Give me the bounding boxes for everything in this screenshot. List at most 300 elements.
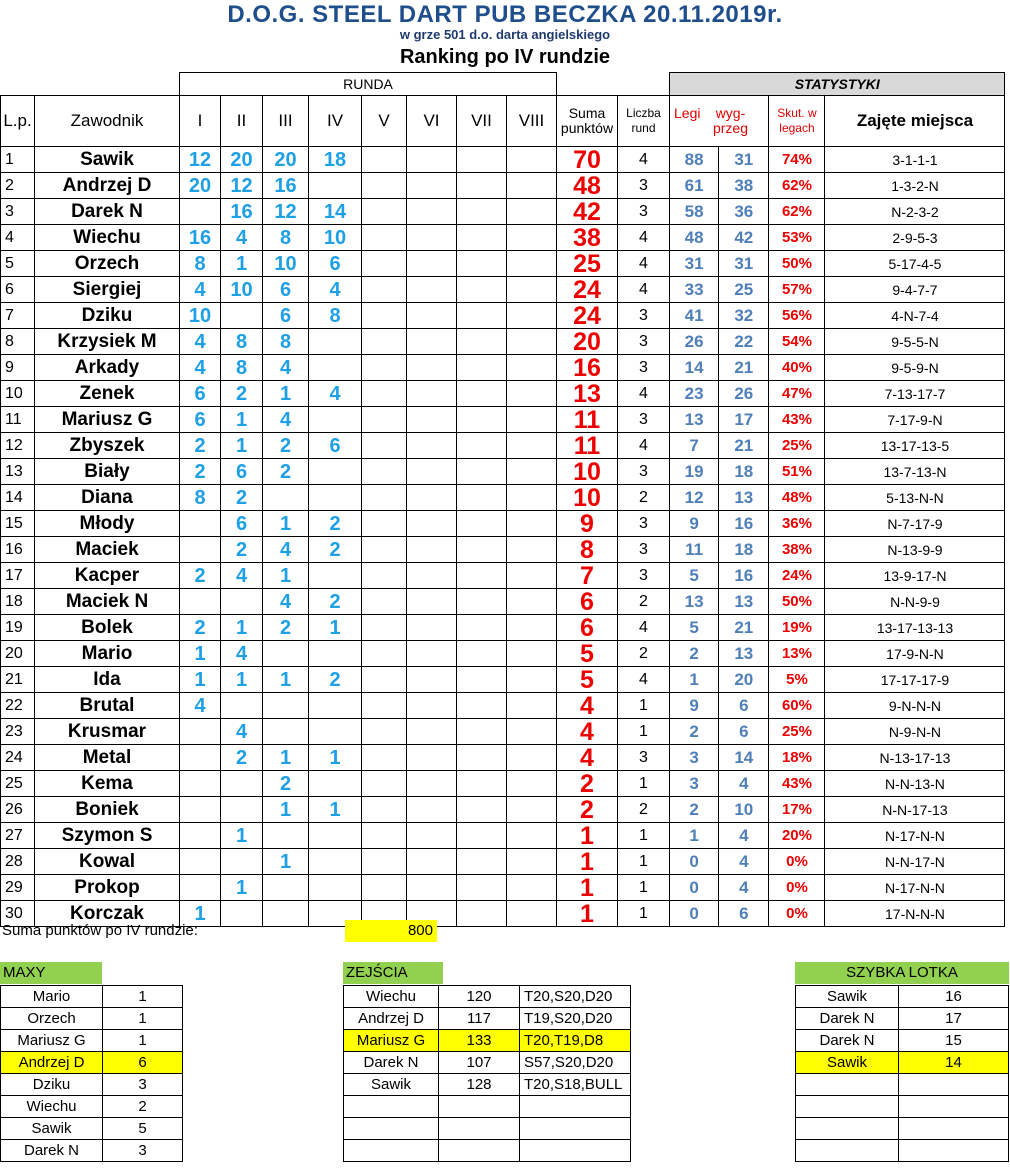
row-number: 1 [1, 147, 35, 173]
round-points [407, 303, 457, 329]
legs-won: 0 [670, 875, 719, 901]
round-points [457, 407, 507, 433]
round-points [507, 147, 557, 173]
zejscia-score: 133 [439, 1030, 520, 1052]
total-points: 5 [557, 641, 618, 667]
round-header: V [362, 96, 407, 147]
rounds-played: 1 [618, 693, 670, 719]
round-points: 1 [263, 745, 309, 771]
round-points: 6 [263, 303, 309, 329]
row-number: 10 [1, 381, 35, 407]
places-taken: 3-1-1-1 [825, 147, 1005, 173]
round-points [362, 823, 407, 849]
round-points [180, 589, 221, 615]
round-points [507, 589, 557, 615]
round-points: 2 [221, 745, 263, 771]
zejscia-row [344, 1052, 631, 1074]
zejscia-title: ZEJŚCIA [343, 962, 443, 984]
total-points: 1 [557, 875, 618, 901]
zawodnik-header: Zawodnik [35, 96, 180, 147]
szybka-darts: 15 [899, 1030, 1009, 1052]
leg-efficiency: 50% [769, 251, 825, 277]
round-points [362, 381, 407, 407]
round-points [309, 329, 362, 355]
round-points: 6 [263, 277, 309, 303]
round-points [457, 719, 507, 745]
round-points [457, 355, 507, 381]
player-name: Kacper [35, 563, 180, 589]
round-points [407, 771, 457, 797]
player-name: Krzysiek M [35, 329, 180, 355]
leg-efficiency: 53% [769, 225, 825, 251]
round-points: 2 [221, 381, 263, 407]
round-points [221, 303, 263, 329]
round-points: 8 [221, 329, 263, 355]
round-points [180, 797, 221, 823]
maxy-count: 5 [103, 1118, 183, 1140]
maxy-player: Sawik [1, 1118, 103, 1140]
rounds-played: 1 [618, 849, 670, 875]
leg-efficiency: 60% [769, 693, 825, 719]
szybka-row [796, 1030, 1009, 1052]
places-taken: N-17-N-N [825, 875, 1005, 901]
rounds-played: 4 [618, 225, 670, 251]
maxy-row [1, 1118, 183, 1140]
round-points: 1 [221, 251, 263, 277]
legs-lost: 21 [719, 355, 769, 381]
suma-header: Suma punktów [557, 96, 618, 147]
szybka-player [796, 1118, 899, 1140]
round-points [507, 641, 557, 667]
legs-won: 0 [670, 849, 719, 875]
szybka-row [796, 1008, 1009, 1030]
zejscia-player [344, 1140, 439, 1162]
rounds-played: 3 [618, 199, 670, 225]
rounds-played: 3 [618, 173, 670, 199]
round-points [507, 251, 557, 277]
round-points [309, 355, 362, 381]
zejscia-darts: T19,S20,D20 [520, 1008, 631, 1030]
round-header: IV [309, 96, 362, 147]
round-points [457, 511, 507, 537]
row-number: 7 [1, 303, 35, 329]
total-points: 6 [557, 615, 618, 641]
total-points: 9 [557, 511, 618, 537]
szybka-player [796, 1074, 899, 1096]
round-points [407, 485, 457, 511]
round-points: 1 [263, 667, 309, 693]
round-points [263, 641, 309, 667]
player-name: Diana [35, 485, 180, 511]
legs-lost: 16 [719, 511, 769, 537]
round-points [309, 173, 362, 199]
round-points: 1 [309, 797, 362, 823]
round-points [457, 667, 507, 693]
liczba-header: Liczba rund [618, 96, 670, 147]
round-points: 4 [309, 277, 362, 303]
szybka-player: Sawik [796, 1052, 899, 1074]
row-number: 15 [1, 511, 35, 537]
maxy-table [0, 985, 183, 1162]
table-row [1, 589, 1005, 615]
legs-won: 23 [670, 381, 719, 407]
table-row [1, 277, 1005, 303]
round-points [309, 771, 362, 797]
total-points: 6 [557, 589, 618, 615]
table-row [1, 563, 1005, 589]
player-name: Metal [35, 745, 180, 771]
round-points [407, 199, 457, 225]
legs-lost: 42 [719, 225, 769, 251]
round-points [507, 303, 557, 329]
leg-efficiency: 0% [769, 849, 825, 875]
legs-won: 33 [670, 277, 719, 303]
zejscia-player [344, 1096, 439, 1118]
skut-header: Skut. w legach [769, 96, 825, 147]
total-points: 5 [557, 667, 618, 693]
szybka-row [796, 1052, 1009, 1074]
total-points: 1 [557, 823, 618, 849]
round-points [263, 823, 309, 849]
round-points [457, 199, 507, 225]
table-row [1, 485, 1005, 511]
zejscia-score: 117 [439, 1008, 520, 1030]
round-points [507, 485, 557, 511]
row-number: 25 [1, 771, 35, 797]
round-points: 2 [180, 615, 221, 641]
zejscia-row [344, 986, 631, 1008]
round-points [457, 485, 507, 511]
legs-lost: 20 [719, 667, 769, 693]
page-title: D.O.G. STEEL DART PUB BECZKA 20.11.2019r. [227, 1, 783, 28]
round-points: 6 [221, 511, 263, 537]
row-number: 9 [1, 355, 35, 381]
round-points: 2 [221, 485, 263, 511]
round-points: 2 [180, 433, 221, 459]
total-points: 1 [557, 849, 618, 875]
round-points: 8 [263, 329, 309, 355]
total-points: 20 [557, 329, 618, 355]
round-points: 4 [180, 355, 221, 381]
round-points: 2 [263, 615, 309, 641]
round-points [362, 485, 407, 511]
places-taken: N-N-17-13 [825, 797, 1005, 823]
round-points [457, 797, 507, 823]
rounds-played: 4 [618, 147, 670, 173]
legs-lost: 38 [719, 173, 769, 199]
legs-won: 3 [670, 745, 719, 771]
round-points [407, 537, 457, 563]
zejscia-row [344, 1030, 631, 1052]
round-points [457, 303, 507, 329]
zajete-header: Zajęte miejsca [825, 96, 1005, 147]
round-points: 1 [263, 849, 309, 875]
maxy-count: 1 [103, 986, 183, 1008]
total-points: 4 [557, 719, 618, 745]
round-points [362, 563, 407, 589]
round-points: 6 [309, 251, 362, 277]
szybka-table [795, 985, 1009, 1162]
round-points [407, 459, 457, 485]
round-points [457, 771, 507, 797]
round-points [407, 667, 457, 693]
round-points: 2 [309, 537, 362, 563]
legs-lost: 6 [719, 719, 769, 745]
legs-won: 9 [670, 511, 719, 537]
legi-label-row [670, 106, 768, 136]
legs-won: 5 [670, 563, 719, 589]
legs-won: 88 [670, 147, 719, 173]
places-taken: 1-3-2-N [825, 173, 1005, 199]
player-name: Dziku [35, 303, 180, 329]
round-points: 16 [180, 225, 221, 251]
zejscia-score: 107 [439, 1052, 520, 1074]
szybka-row [796, 986, 1009, 1008]
round-points [457, 589, 507, 615]
total-points: 13 [557, 381, 618, 407]
round-header: I [180, 96, 221, 147]
legs-won: 13 [670, 589, 719, 615]
round-points: 6 [309, 433, 362, 459]
round-points: 2 [309, 511, 362, 537]
places-taken: 17-17-17-9 [825, 667, 1005, 693]
legs-lost: 14 [719, 745, 769, 771]
round-points: 8 [180, 485, 221, 511]
player-name: Młody [35, 511, 180, 537]
zejscia-player: Wiechu [344, 986, 439, 1008]
rounds-played: 2 [618, 641, 670, 667]
maxy-title: MAXY [0, 962, 102, 984]
round-points: 12 [263, 199, 309, 225]
rounds-played: 2 [618, 589, 670, 615]
round-points [407, 823, 457, 849]
round-points [457, 615, 507, 641]
round-points: 2 [221, 537, 263, 563]
legs-lost: 31 [719, 251, 769, 277]
legs-lost: 13 [719, 641, 769, 667]
places-taken: 17-9-N-N [825, 641, 1005, 667]
round-points [457, 381, 507, 407]
round-points [180, 719, 221, 745]
row-number: 18 [1, 589, 35, 615]
round-points [407, 433, 457, 459]
round-points: 12 [221, 173, 263, 199]
places-taken: 2-9-5-3 [825, 225, 1005, 251]
zejscia-darts [520, 1140, 631, 1162]
round-points: 8 [263, 225, 309, 251]
table-row [1, 225, 1005, 251]
round-points [507, 329, 557, 355]
round-points [507, 459, 557, 485]
runda-header: RUNDA [180, 73, 557, 96]
maxy-count: 2 [103, 1096, 183, 1118]
rounds-played: 4 [618, 251, 670, 277]
row-number: 12 [1, 433, 35, 459]
round-header: II [221, 96, 263, 147]
rounds-played: 3 [618, 303, 670, 329]
player-name: Darek N [35, 199, 180, 225]
round-points: 10 [263, 251, 309, 277]
zejscia-score: 120 [439, 986, 520, 1008]
table-row [1, 823, 1005, 849]
table-row [1, 433, 1005, 459]
player-name: Siergiej [35, 277, 180, 303]
player-name: Ida [35, 667, 180, 693]
legs-lost: 6 [719, 901, 769, 927]
table-row [1, 173, 1005, 199]
legs-lost: 13 [719, 485, 769, 511]
zejscia-row [344, 1008, 631, 1030]
row-number: 24 [1, 745, 35, 771]
row-number: 21 [1, 667, 35, 693]
legs-lost: 4 [719, 771, 769, 797]
places-taken: 13-7-13-N [825, 459, 1005, 485]
round-points [362, 433, 407, 459]
szybka-player [796, 1096, 899, 1118]
player-name: Orzech [35, 251, 180, 277]
table-row [1, 303, 1005, 329]
maxy-row [1, 1096, 183, 1118]
round-points: 1 [221, 615, 263, 641]
places-taken: N-N-13-N [825, 771, 1005, 797]
zejscia-table [343, 985, 631, 1162]
round-points: 20 [221, 147, 263, 173]
round-points [309, 823, 362, 849]
row-number: 14 [1, 485, 35, 511]
round-points [309, 485, 362, 511]
round-points [407, 589, 457, 615]
table-row [1, 537, 1005, 563]
leg-efficiency: 40% [769, 355, 825, 381]
round-points [362, 641, 407, 667]
round-points: 14 [309, 199, 362, 225]
rounds-played: 3 [618, 745, 670, 771]
round-points [457, 875, 507, 901]
round-points [407, 329, 457, 355]
rounds-played: 4 [618, 277, 670, 303]
round-points [309, 641, 362, 667]
maxy-count: 1 [103, 1008, 183, 1030]
table-row [1, 797, 1005, 823]
maxy-row [1, 1052, 183, 1074]
round-points [221, 771, 263, 797]
maxy-player: Wiechu [1, 1096, 103, 1118]
places-taken: 7-13-17-7 [825, 381, 1005, 407]
row-number: 6 [1, 277, 35, 303]
szybka-player: Darek N [796, 1008, 899, 1030]
legs-lost: 36 [719, 199, 769, 225]
leg-efficiency: 62% [769, 173, 825, 199]
round-points: 8 [309, 303, 362, 329]
row-number: 2 [1, 173, 35, 199]
maxy-player: Darek N [1, 1140, 103, 1162]
round-header: III [263, 96, 309, 147]
szybka-row [796, 1096, 1009, 1118]
legi-label: Legi [674, 105, 701, 121]
legs-lost: 16 [719, 563, 769, 589]
round-points [457, 537, 507, 563]
total-value: 800 [345, 920, 437, 942]
zejscia-player: Sawik [344, 1074, 439, 1096]
leg-efficiency: 25% [769, 719, 825, 745]
table-row [1, 355, 1005, 381]
round-header: VII [457, 96, 507, 147]
legs-lost: 18 [719, 537, 769, 563]
round-points [309, 719, 362, 745]
round-points: 2 [309, 589, 362, 615]
round-points [457, 849, 507, 875]
row-number: 20 [1, 641, 35, 667]
total-points: 48 [557, 173, 618, 199]
total-points: 16 [557, 355, 618, 381]
legs-won: 12 [670, 485, 719, 511]
round-points: 1 [309, 745, 362, 771]
zejscia-darts: T20,S20,D20 [520, 986, 631, 1008]
round-points [362, 147, 407, 173]
legs-lost: 21 [719, 615, 769, 641]
player-name: Prokop [35, 875, 180, 901]
legs-won: 31 [670, 251, 719, 277]
round-points [407, 875, 457, 901]
rounds-played: 4 [618, 381, 670, 407]
round-points: 20 [263, 147, 309, 173]
round-points [362, 589, 407, 615]
legs-won: 19 [670, 459, 719, 485]
round-points [362, 277, 407, 303]
round-points [362, 615, 407, 641]
rounds-played: 4 [618, 615, 670, 641]
round-points: 18 [309, 147, 362, 173]
round-points [507, 511, 557, 537]
round-points: 10 [180, 303, 221, 329]
round-points [507, 693, 557, 719]
total-points: 4 [557, 693, 618, 719]
round-points [362, 511, 407, 537]
leg-efficiency: 13% [769, 641, 825, 667]
places-taken: N-N-17-N [825, 849, 1005, 875]
legs-won: 11 [670, 537, 719, 563]
round-points [457, 641, 507, 667]
round-points [507, 901, 557, 927]
round-points: 4 [263, 407, 309, 433]
legs-won: 2 [670, 641, 719, 667]
zejscia-score [439, 1096, 520, 1118]
maxy-player: Mariusz G [1, 1030, 103, 1052]
table-row [1, 875, 1005, 901]
legs-lost: 6 [719, 693, 769, 719]
row-number: 16 [1, 537, 35, 563]
total-points: 4 [557, 745, 618, 771]
round-points [407, 511, 457, 537]
szybka-row [796, 1140, 1009, 1162]
round-points [507, 537, 557, 563]
zejscia-score: 128 [439, 1074, 520, 1096]
szybka-darts [899, 1096, 1009, 1118]
rounds-played: 4 [618, 433, 670, 459]
round-points [507, 771, 557, 797]
round-points: 1 [180, 667, 221, 693]
round-points [457, 693, 507, 719]
leg-efficiency: 47% [769, 381, 825, 407]
zejscia-player: Mariusz G [344, 1030, 439, 1052]
legs-lost: 4 [719, 823, 769, 849]
places-taken: N-2-3-2 [825, 199, 1005, 225]
player-name: Szymon S [35, 823, 180, 849]
legs-won: 1 [670, 823, 719, 849]
leg-efficiency: 50% [769, 589, 825, 615]
player-name: Kema [35, 771, 180, 797]
legs-won: 3 [670, 771, 719, 797]
